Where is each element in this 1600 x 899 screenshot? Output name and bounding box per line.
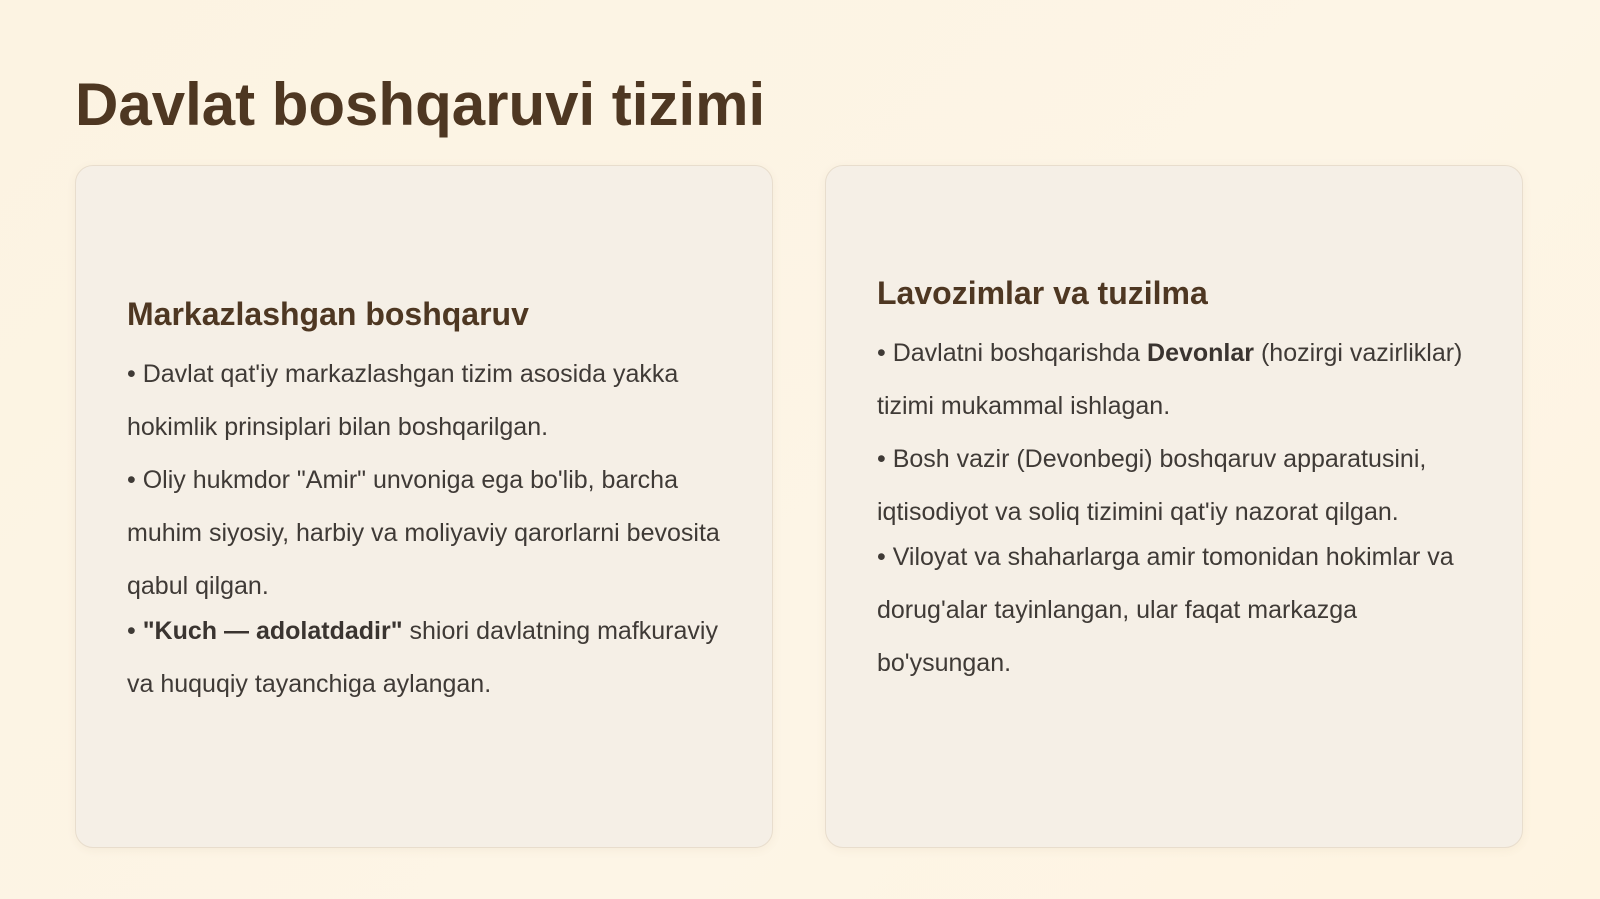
card-heading: Lavozimlar va tuzilma (877, 275, 1208, 311)
card-content (127, 294, 732, 711)
bullet-text: • Oliy hukmdor "Amir" unvoniga ega bo'lib, barcha muhim siyosiy, harbiy va moliyaviy qarorlarni bevosita qabul qilgan. (127, 466, 720, 600)
bullet-text: • Davlat qat'iy markazlashgan tizim asosida yakka hokimlik prinsiplari bilan boshqarilgan. (127, 360, 679, 441)
page-title: Davlat boshqaruvi tizimi (75, 71, 766, 138)
bullet-text: • Viloyat va shaharlarga amir tomonidan hokimlar va dorug'alar tayinlangan, ular faqat markazga bo'ysungan. (877, 543, 1454, 677)
bullet-text: • Bosh vazir (Devonbegi) boshqaruv apparatusini, iqtisodiyot va soliq tizimini qat'iy nazorat qilgan. (877, 445, 1427, 526)
card-lavozimlar-va-tuzilma (825, 165, 1523, 848)
bullet-bold-text: Devonlar (1147, 339, 1255, 367)
bullet-text: • (127, 617, 143, 645)
bullet-item (877, 433, 1482, 539)
bullet-text-tail: (hozirgi vazirliklar) tizimi mukammal ishlagan. (877, 339, 1463, 420)
card-heading: Markazlashgan boshqaruv (127, 296, 529, 332)
bullet-item (877, 531, 1482, 690)
card-markazlashgan-boshqaruv (75, 165, 773, 848)
bullet-item (127, 454, 732, 613)
bullet-item (127, 348, 732, 454)
card-content (877, 273, 1482, 690)
bullet-text-tail: shiori davlatning mafkuraviy va huquqiy tayanchiga aylangan. (127, 617, 718, 698)
bullet-bold-text: "Kuch — adolatdadir" (142, 617, 403, 645)
bullet-item (127, 605, 732, 711)
bullet-item (877, 327, 1482, 433)
bullet-text: • Davlatni boshqarishda (877, 339, 1148, 367)
